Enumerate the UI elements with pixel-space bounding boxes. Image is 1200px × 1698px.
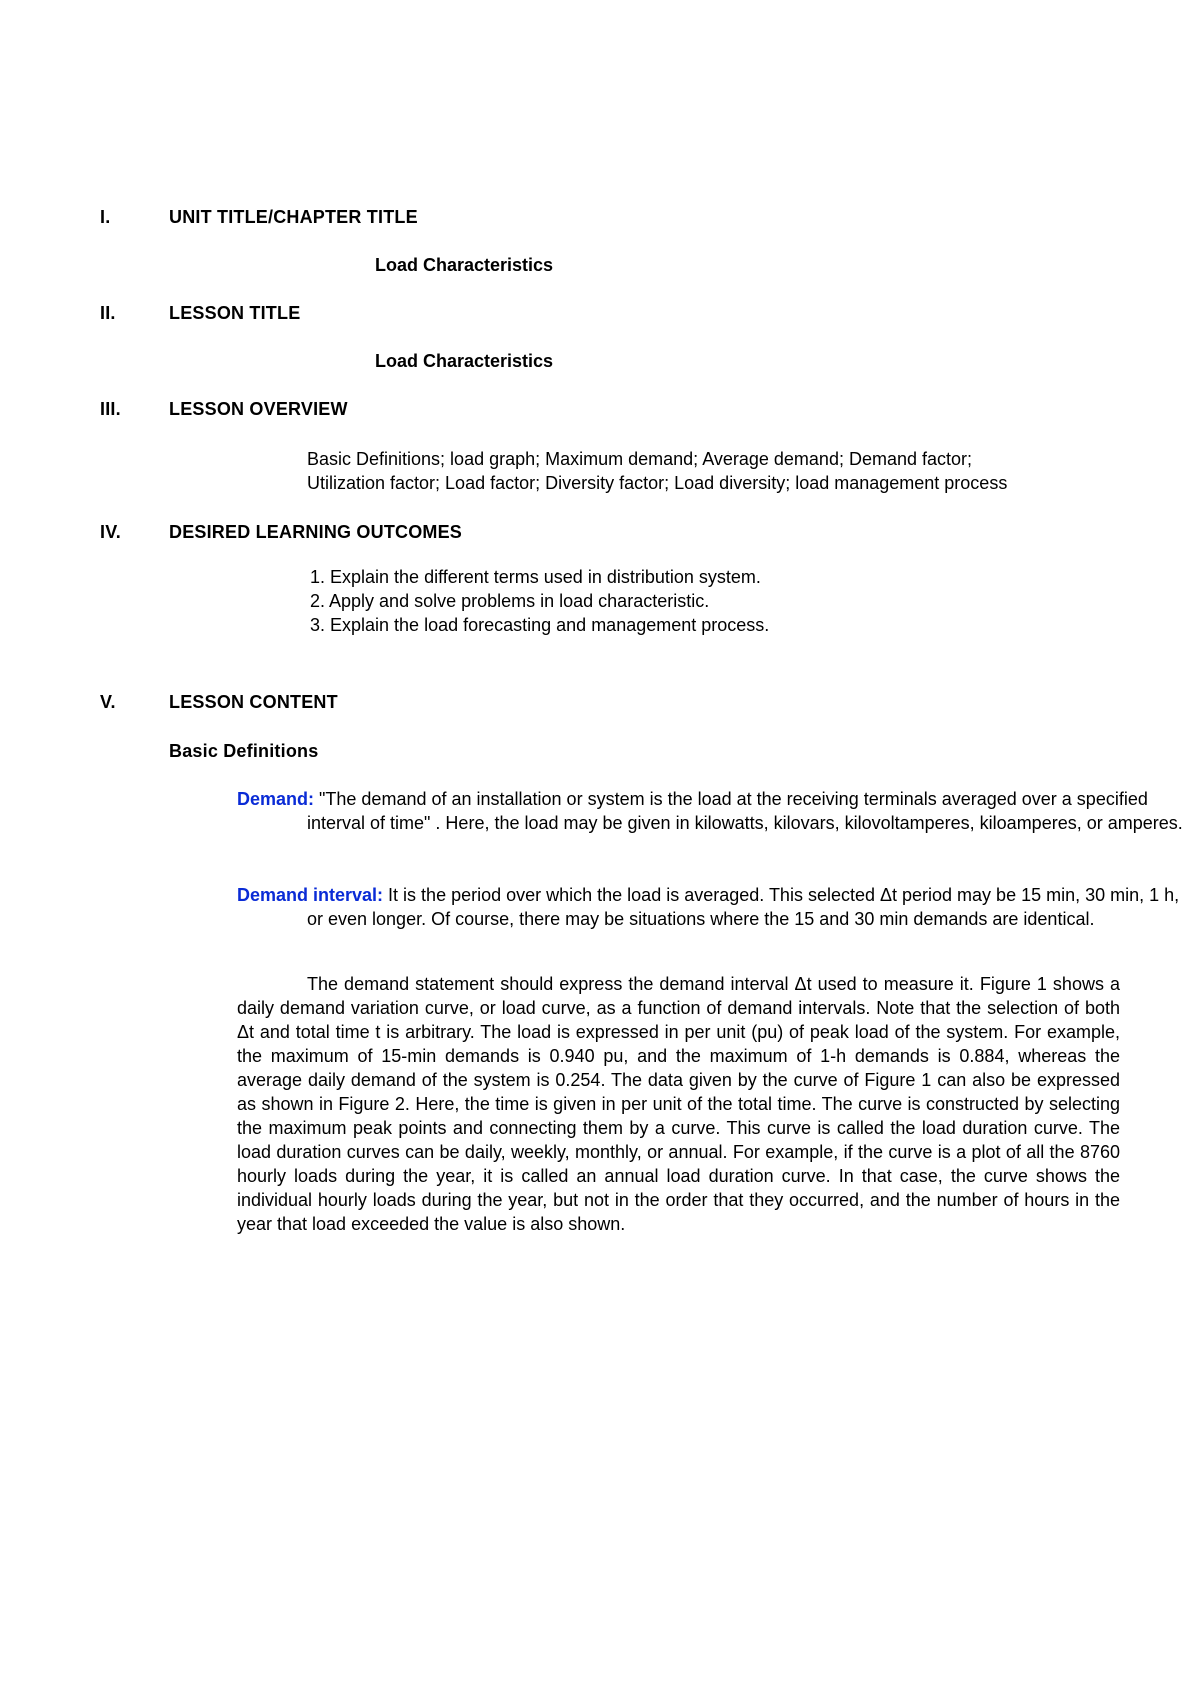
definition-text: It is the period over which the load is averaged. This selected Δt period may be 15 min, 30 min, 1 h, or even longer. Of course, there may be situations where the 15 and 30 min demands are identical. bbox=[307, 885, 1180, 929]
section-2-title: LESSON TITLE bbox=[169, 303, 301, 323]
unit-title: Load Characteristics bbox=[375, 255, 554, 275]
section-3-numeral: III. bbox=[100, 399, 121, 419]
overview-line-2: Utilization factor; Load factor; Diversity factor; Load diversity; load management process bbox=[307, 473, 1008, 493]
definition-text: "The demand of an installation or system is the load at the receiving terminals averaged over a specified interval of time" . Here, the load may be given in kilowatts, kilovars, kilovoltamperes, kiloamperes, or amperes. bbox=[307, 789, 1183, 833]
section-3-title: LESSON OVERVIEW bbox=[169, 399, 348, 419]
definition-demand bbox=[237, 787, 1187, 835]
overview-line-1: Basic Definitions; load graph; Maximum demand; Average demand; Demand factor; bbox=[307, 449, 973, 469]
section-1-numeral: I. bbox=[100, 207, 111, 227]
list-item: 2. Apply and solve problems in load characteristic. bbox=[310, 591, 710, 611]
list-item: 1. Explain the different terms used in distribution system. bbox=[310, 567, 761, 587]
basic-definitions-heading: Basic Definitions bbox=[169, 741, 319, 761]
list-item: 3. Explain the load forecasting and management process. bbox=[310, 615, 770, 635]
learning-outcomes-list bbox=[310, 565, 769, 637]
definition-term: Demand: bbox=[237, 789, 315, 809]
section-5-numeral: V. bbox=[100, 692, 116, 712]
lesson-title: Load Characteristics bbox=[375, 351, 554, 371]
section-2-numeral: II. bbox=[100, 303, 116, 323]
section-1-title: UNIT TITLE/CHAPTER TITLE bbox=[169, 207, 418, 227]
section-5-title: LESSON CONTENT bbox=[169, 692, 338, 712]
body-paragraph: The demand statement should express the demand interval Δt used to measure it. Figure 1 shows a daily demand variation curve, or load curve, as a function of demand intervals. Note that the selection of both Δt and total time t is arbitrary. The load is expressed in per unit (pu) of peak load of the system. For example, the maximum of 15-min demands is 0.940 pu, and the maximum of 1-h demands is 0.884, whereas the average daily demand of the system is 0.254. The data given by the curve of Figure 1 can also be expressed as shown in Figure 2. Here, the time is given in per unit of the total time. The curve is constructed by selecting the maximum peak points and connecting them by a curve. This curve is called the load duration curve. The load duration curves can be daily, weekly, monthly, or annual. For example, if the curve is a plot of all the 8760 hourly loads during the year, it is called an annual load duration curve. In that case, the curve shows the individual hourly loads during the year, but not in the order that they occurred, and the number of hours in the year that load exceeded the value is also shown. bbox=[237, 974, 1120, 1234]
section-4-title: DESIRED LEARNING OUTCOMES bbox=[169, 522, 463, 542]
definition-term: Demand interval: bbox=[237, 885, 384, 905]
definition-demand-interval bbox=[237, 883, 1187, 931]
section-4-numeral: IV. bbox=[100, 522, 121, 542]
